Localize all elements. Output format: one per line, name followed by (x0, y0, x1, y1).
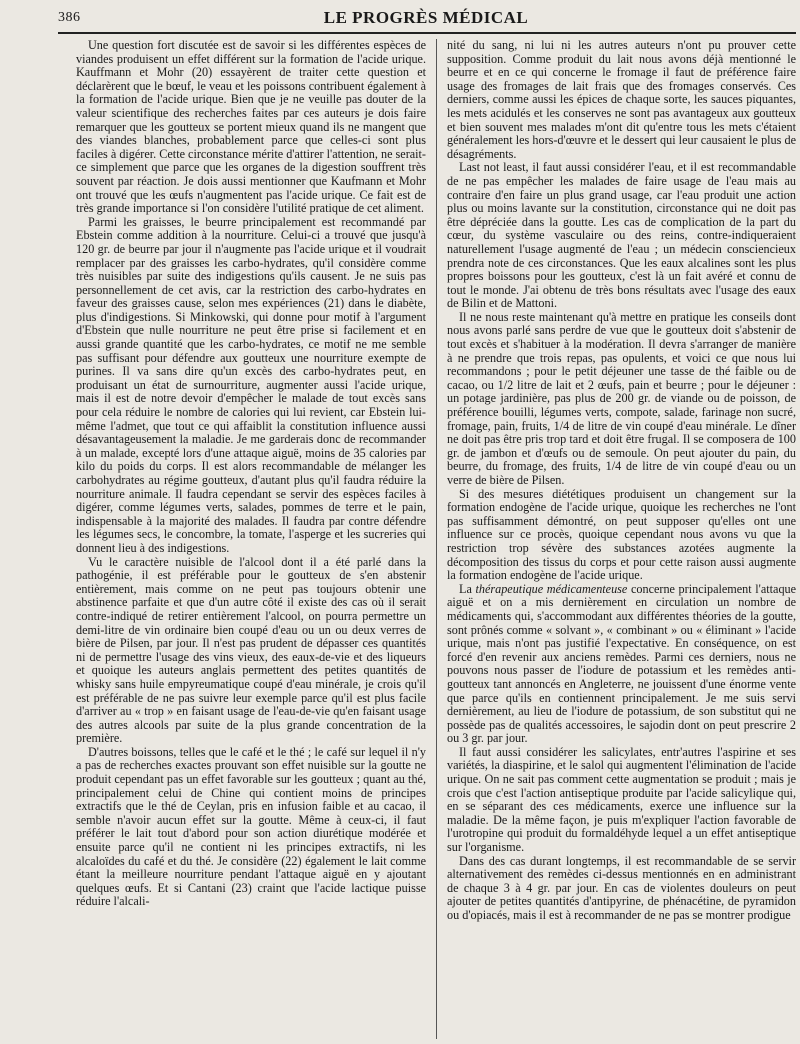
header-rule (58, 32, 796, 34)
page-header (58, 4, 794, 28)
paragraph-water: Last not least, il faut aussi considérer l'eau, et il est recommandable de ne pas empêcher les malades de faire usage de l'eau mais au contraire d'en faire un plus grand usage, car l'eau produit une action plus ou moins lavante sur la constitution, circonstance qui ne doit pas être dépréciée dans la goutte. Les cas de complication de la part du cœur, du système vasculaire ou des reins, contre-indiqueraient naturellement l'usage augmenté de l'eau ; un médecin consciencieux prendra note de ces circonstances. Que les eaux alcalines sont les plus propres boissons pour les goutteux, c'est là un fait avéré et connu de tout le monde. J'ai obtenu de très bons résultats avec l'usage des eaux de Bilin et de Mattoni. (447, 160, 796, 311)
right-column (447, 39, 796, 1039)
paragraph-meal-plan: Il ne nous reste maintenant qu'à mettre en pratique les conseils dont nous avons parlé sans perdre de vue que le goutteux doit s'abstenir de tout excès et s'habituer à la modération. Il devra s'arranger de manière à ne prendre que trois repas, pas opulents, et voici ce que nous lui recommandons ; pour le petit déjeuner une tasse de thé faible ou de cacao, ou 1/2 litre de lait et 2 œufs, pain et beurre ; pour le déjeuner : un potage jardinière, pas plus de 200 gr. de viande ou de poisson, de préférence bouilli, légumes verts, compote, salade, farinage non sucré, fromage, pain, fruits, 1/4 de litre de vin coupé d'eau minérale. Le dîner ne doit pas être pris trop tard et doit être frugal. Il se composera de 100 gr. de jambon et d'œufs ou de semoule. On peut ajouter du pain, du beurre, du fromage, des fruits, 1/4 de litre de vin coupé d'eau ou un verre de bière de Pilsen. (447, 309, 796, 487)
medication-prefix: La (459, 581, 472, 596)
paragraph-alcohol: Vu le caractère nuisible de l'alcool dont il a été parlé dans la pathogénie, il est préférable pour le goutteux de s'en abstenir entièrement, mais comme on ne peut pas toujours obtenir une abstinence parfaite et que d'un autre côté il existe des cas où il serait contre-indiqué de retirer entièrement l'alcool, on pourra permettre un demi-litre de vin ordinaire bien coupé d'eau ou un ou deux verres de bière de Pilsen, par jour. Il n'est pas prudent de dépasser ces quantités ni de permettre l'usage des vins vieux, des eaux-de-vie et des liqueurs et quoique les auteurs anglais permettent des petites quantités de whisky sans huile empyreumatique coupé d'eau minérale, je crois qu'il est préférable de ne pas suivre leur exemple parce qu'il est plus facile d'arriver au « trop » en faisant usage de l'eau-de-vie qu'en faisant usage des autres alcools par suite de la plus grande concentration de la première. (76, 554, 426, 746)
medication-italic-term: thérapeutique médicamenteuse (475, 581, 628, 596)
medication-text: concerne principalement l'attaque aiguë et on a mis dernièrement en circulation un nombre de médicaments qui, s'accommodant aux différentes théories de la goutte, sont prônés comme « solvant », « combinant » ou « éliminant » l'acide urique, mais n'ont pas justifié l'expectative. En conséquence, on est forcé d'en revenir aux anciens remèdes. Parmi ces derniers, nous ne pouvons nous passer de l'iodure de potassium et les remèdes anti-goutteux tant annoncés en Angleterre, ne jouissent d'une énorme vente que parce qu'ils en contiennent principalement. Je me suis servi dernièrement, au lieu de l'iodure de potassium, de son substitut qui ne possède pas de qualités accessoires, le sajodin dont on peut prescrire 2 ou 3 gr. par jour. (447, 581, 796, 746)
column-divider (436, 39, 437, 1039)
paragraph-fats: Parmi les graisses, le beurre principalement est recommandé par Ebstein comme addition à la nourriture. Celui-ci a trouvé que jusqu'à 120 gr. de beurre par jour il n'augmente pas l'acide urique et il voudrait remplacer par des graisses les carbo-hydrates, qu'il considère comme très nuisibles par suite des indigestions qu'ils causent. Je ne suis pas personnellement de cet avis, car la restriction des carbo-hydrates en faveur des graisses cause, selon mes expériences (21) dans le diabète, plus d'indigestions. Si Minkowski, qui donne pour motif à l'argument d'Ebstein que nulle nourriture ne peut être prise si facilement et en aussi grande quantité que les carbo-hydrates, ce motif ne me semble pas suffisant pour défendre aux goutteux une nourriture exempte de purines. Il va sans dire qu'un excès des carbo-hydrates peut, en produisant un état de surnourriture, augmenter aussi l'acide urique, mais il est de notre devoir d'empêcher le malade de tout excès sans pour cela réduire le nombre de calories qui lui revient, car Ebstein lui-même l'admet, que tout ce qui affaiblit la constitution influence aussi désavantageusement la maladie. Je me garderais donc de recommander à un malade, excepté lors d'une attaque aiguë, moins de 35 calories par kilo du poids du corps. Il est alors recommandable de mélanger les carbohydrates au régime goutteux, d'autant plus qu'il faudra réduire la nourriture animale. Il faudra cependant se servir des espèces faciles à digérer, comme légumes verts, salades, pommes de terre et le pain, indispensable à la majorité des malades. Il faudra par contre défendre les légumes secs, le concombre, la tomate, l'asperge et les sucreries qui donnent lieu à des indigestions. (76, 214, 426, 555)
paragraph-medication (447, 583, 796, 746)
paragraph-salicylates: Il faut aussi considérer les salicylates, entr'autres l'aspirine et ses variétés, la diaspirine, et le salol qui augmentent l'élimination de l'acide urique. On ne sait pas comment cette augmentation se produit ; mais je crois que c'est l'action antiseptique produite par l'acide salicylique qui, en se séparant des ces médicaments, exerce une influence sur la maladie. De la même façon, je puis m'expliquer l'action favorable de l'urotropine qui produit du formaldéhyde lequel a un effet antiseptique sur l'organisme. (447, 744, 796, 855)
paragraph-milk-cheese: nité du sang, ni lui ni les autres auteurs n'ont pu prouver cette supposition. Comme produit du lait nous avons déjà mentionné le beurre et en ce qui concerne le fromage il faut de préférence faire usage des fromages de lait frais que des fromages conservés. Ces derniers, comme aussi les épices de chaque sorte, les sauces piquantes, les mets acidulés et les conserves ne sont pas avantageux aux goutteux et bien souvent mes malades m'ont dit qu'entre tous les mets c'étaient généralement les hors-d'œuvre et le dessert qui leur causaient le plus de désagréments. (447, 39, 796, 161)
paragraph-other-drinks: D'autres boissons, telles que le café et le thé ; le café sur lequel il n'y a pas de recherches exactes prouvant son effet nuisible sur la goutte ne produit cependant pas un effet favorable sur les goutteux ; quant au thé, principalement celui de Chine qui contient moins de principes extractifs que le thé de Ceylan, pris en infusion faible et au cacao, il semble n'avoir aucun effet sur la goutte. Même à ceux-ci, il faut préférer le lait tout d'abord pour son action diurétique modérée et ensuite parce qu'il ne contient ni les principes extractifs, ni les alcaloïdes du café et du thé. Je considère (22) également le lait comme étant la meilleure nourriture pendant l'attaque aiguë en y ajoutant quelques œufs. Et si Cantani (23) craint que l'acide lactique puisse réduire l'alcali- (76, 744, 426, 909)
left-column (76, 39, 426, 1039)
paragraph-dietary-measures: Si des mesures diététiques produisent un changement sur la formation endogène de l'acide urique, quoique les recherches ne l'ont pas suffisamment démontré, on peut supposer qu'elles ont une influence sur ce procès, quoique cependant nous avons vu que la restriction trop sévère des substances azotées augmente la décomposition des tissus du corps et pour cette raison aussi augmente la formation endogène de l'acide urique. (447, 486, 796, 583)
journal-title: LE PROGRÈS MÉDICAL (323, 8, 529, 27)
paragraph-meat-types: Une question fort discutée est de savoir si les différentes espèces de viandes produisent un effet différent sur la formation de l'acide urique. Kauffmann et Mohr (20) essayèrent de traiter cette question et déclarèrent que le bœuf, le veau et les poissons contribuent également à la formation de l'acide urique. Bien que je ne veuille pas douter de la valeur scientifique des recherches faites par ces auteurs je dois faire remarquer que les goutteux se portent mieux quand ils ne mangent que des viandes blanches, probablement parce que celles-ci sont plus faciles à digérer. Cette circonstance mérite d'attirer l'attention, ne serait-ce simplement que parce que les organes de la digestion souffrent très souvent par réaction. Je dois aussi mentionner que Kaufmann et Mohr ont trouvé que les œufs n'augmentent pas l'acide urique. Ce fait est de très grande importance si l'on considère l'utilité pratique de cet aliment. (76, 39, 426, 216)
paragraph-long-cases: Dans des cas durant longtemps, il est recommandable de se servir alternativement des remèdes ci-dessus mentionnés en en administrant de chaque 3 à 4 gr. par jour. En cas de violentes douleurs on peut ajouter de petites quantités d'antipyrine, de phénacétine, de pyramidon ou d'opiacés, mais il est à recommander de ne pas se montrer prodigue (447, 853, 796, 922)
page-number: 386 (58, 10, 81, 25)
